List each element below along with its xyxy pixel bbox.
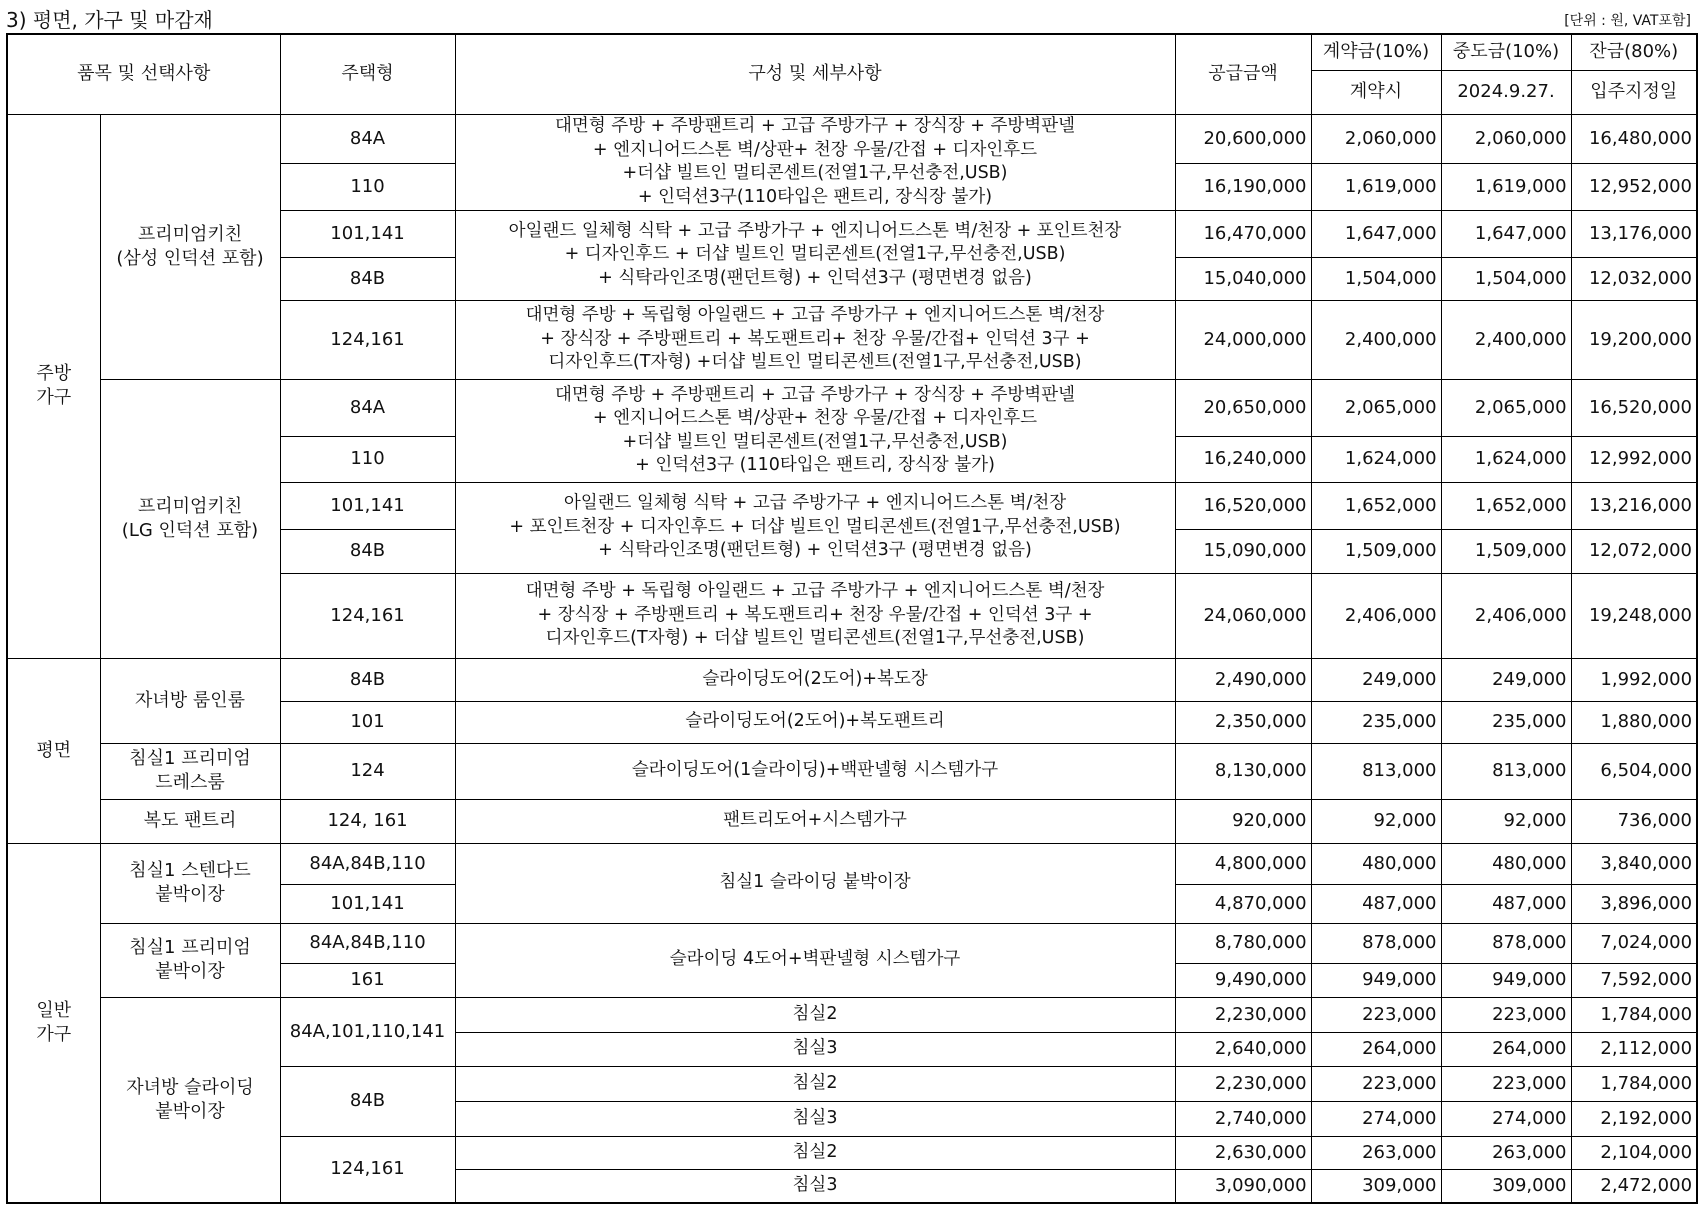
balance-cell: 16,480,000 — [1571, 114, 1697, 163]
desc-cell: 침실2 — [455, 1066, 1175, 1101]
group-plan: 평면 — [7, 658, 100, 843]
type-cell: 84A,84B,110 — [280, 923, 455, 963]
group-kitchen: 주방 가구 — [7, 114, 100, 658]
balance-cell: 19,200,000 — [1571, 300, 1697, 379]
group-general: 일반 가구 — [7, 843, 100, 1203]
middle-cell: 2,065,000 — [1441, 379, 1571, 436]
header-balance-sub: 입주지정일 — [1571, 70, 1697, 114]
type-cell: 124,161 — [280, 573, 455, 658]
balance-cell: 13,176,000 — [1571, 210, 1697, 257]
balance-cell: 2,112,000 — [1571, 1032, 1697, 1066]
type-cell: 161 — [280, 963, 455, 997]
header-contract-sub: 계약시 — [1311, 70, 1441, 114]
supply-cell: 2,630,000 — [1175, 1136, 1311, 1169]
middle-cell: 2,400,000 — [1441, 300, 1571, 379]
balance-cell: 1,880,000 — [1571, 701, 1697, 743]
middle-cell: 1,647,000 — [1441, 210, 1571, 257]
contract-cell: 813,000 — [1311, 743, 1441, 799]
supply-cell: 8,780,000 — [1175, 923, 1311, 963]
unit-note: [단위 : 원, VAT포함] — [1564, 13, 1691, 29]
middle-cell: 1,619,000 — [1441, 163, 1571, 210]
balance-cell: 12,952,000 — [1571, 163, 1697, 210]
header-type: 주택형 — [280, 34, 455, 114]
header-item: 품목 및 선택사항 — [7, 34, 280, 114]
desc-cell: 대면형 주방 + 주방팬트리 + 고급 주방가구 + 장식장 + 주방벽판넬 + 엔지니어드스톤 벽/상판+ 천장 우물/간접 + 디자인후드 +더샵 빌트인 멀티콘센트(전열1구,무선충전,USB) + 인덕션3구(110타입은 팬트리, 장식장 불가) — [455, 114, 1175, 210]
type-cell: 84A,101,110,141 — [280, 997, 455, 1066]
type-cell: 84A — [280, 114, 455, 163]
supply-cell: 16,240,000 — [1175, 436, 1311, 482]
balance-cell: 6,504,000 — [1571, 743, 1697, 799]
middle-cell: 263,000 — [1441, 1136, 1571, 1169]
contract-cell: 1,624,000 — [1311, 436, 1441, 482]
type-cell: 101,141 — [280, 482, 455, 529]
contract-cell: 2,406,000 — [1311, 573, 1441, 658]
type-cell: 124,161 — [280, 1136, 455, 1203]
desc-cell: 아일랜드 일체형 식탁 + 고급 주방가구 + 엔지니어드스톤 벽/천장 + 포인트천장 + 디자인후드 + 더샵 빌트인 멀티콘센트(전열1구,무선충전,USB) + 식탁라인조명(팬던트형) + 인덕션3구 (평면변경 없음) — [455, 482, 1175, 573]
desc-cell: 침실3 — [455, 1169, 1175, 1203]
header-contract: 계약금(10%) — [1311, 34, 1441, 70]
desc-cell: 대면형 주방 + 주방팬트리 + 고급 주방가구 + 장식장 + 주방벽판넬 + 엔지니어드스톤 벽/상판+ 천장 우물/간접 + 디자인후드 +더샵 빌트인 멀티콘센트(전열1구,무선충전,USB) + 인덕션3구 (110타입은 팬트리, 장식장 불가) — [455, 379, 1175, 482]
middle-cell: 309,000 — [1441, 1169, 1571, 1203]
type-cell: 110 — [280, 436, 455, 482]
middle-cell: 264,000 — [1441, 1032, 1571, 1066]
type-cell: 110 — [280, 163, 455, 210]
desc-cell: 침실2 — [455, 1136, 1175, 1169]
subgroup-samsung: 프리미엄키친 (삼성 인덕션 포함) — [100, 114, 280, 379]
supply-cell: 16,520,000 — [1175, 482, 1311, 529]
contract-cell: 223,000 — [1311, 997, 1441, 1032]
subgroup-dressroom: 침실1 프리미엄 드레스룸 — [100, 743, 280, 799]
contract-cell: 2,065,000 — [1311, 379, 1441, 436]
contract-cell: 1,652,000 — [1311, 482, 1441, 529]
type-cell: 124,161 — [280, 300, 455, 379]
desc-cell: 침실2 — [455, 997, 1175, 1032]
balance-cell: 19,248,000 — [1571, 573, 1697, 658]
subgroup-pantry: 복도 팬트리 — [100, 799, 280, 843]
balance-cell: 16,520,000 — [1571, 379, 1697, 436]
type-cell: 101,141 — [280, 210, 455, 257]
subgroup-kids-sliding-closet: 자녀방 슬라이딩 붙박이장 — [100, 997, 280, 1203]
balance-cell: 3,840,000 — [1571, 843, 1697, 884]
contract-cell: 878,000 — [1311, 923, 1441, 963]
supply-cell: 15,090,000 — [1175, 529, 1311, 573]
type-cell: 84B — [280, 658, 455, 701]
contract-cell: 1,647,000 — [1311, 210, 1441, 257]
balance-cell: 12,992,000 — [1571, 436, 1697, 482]
type-cell: 84A — [280, 379, 455, 436]
supply-cell: 2,230,000 — [1175, 1066, 1311, 1101]
desc-cell: 슬라이딩도어(1슬라이딩)+백판넬형 시스템가구 — [455, 743, 1175, 799]
option-price-table — [6, 33, 1698, 1204]
contract-cell: 264,000 — [1311, 1032, 1441, 1066]
supply-cell: 20,600,000 — [1175, 114, 1311, 163]
middle-cell: 878,000 — [1441, 923, 1571, 963]
middle-cell: 487,000 — [1441, 884, 1571, 923]
supply-cell: 9,490,000 — [1175, 963, 1311, 997]
type-cell: 101 — [280, 701, 455, 743]
section-title: 3) 평면, 가구 및 마감재 — [6, 8, 213, 32]
balance-cell: 7,592,000 — [1571, 963, 1697, 997]
balance-cell: 13,216,000 — [1571, 482, 1697, 529]
balance-cell: 1,992,000 — [1571, 658, 1697, 701]
contract-cell: 1,509,000 — [1311, 529, 1441, 573]
contract-cell: 274,000 — [1311, 1101, 1441, 1136]
type-cell: 84A,84B,110 — [280, 843, 455, 884]
contract-cell: 309,000 — [1311, 1169, 1441, 1203]
balance-cell: 12,072,000 — [1571, 529, 1697, 573]
desc-cell: 슬라이딩도어(2도어)+복도팬트리 — [455, 701, 1175, 743]
middle-cell: 1,624,000 — [1441, 436, 1571, 482]
desc-cell: 슬라이딩 4도어+벽판넬형 시스템가구 — [455, 923, 1175, 997]
middle-cell: 1,652,000 — [1441, 482, 1571, 529]
supply-cell: 2,230,000 — [1175, 997, 1311, 1032]
balance-cell: 7,024,000 — [1571, 923, 1697, 963]
contract-cell: 235,000 — [1311, 701, 1441, 743]
subgroup-standard-closet: 침실1 스텐다드 붙박이장 — [100, 843, 280, 923]
middle-cell: 2,060,000 — [1441, 114, 1571, 163]
type-cell: 124 — [280, 743, 455, 799]
type-cell: 84B — [280, 257, 455, 300]
desc-cell: 침실3 — [455, 1101, 1175, 1136]
contract-cell: 480,000 — [1311, 843, 1441, 884]
balance-cell: 2,104,000 — [1571, 1136, 1697, 1169]
desc-cell: 침실1 슬라이딩 붙박이장 — [455, 843, 1175, 923]
desc-cell: 슬라이딩도어(2도어)+복도장 — [455, 658, 1175, 701]
type-cell: 101,141 — [280, 884, 455, 923]
middle-cell: 235,000 — [1441, 701, 1571, 743]
balance-cell: 12,032,000 — [1571, 257, 1697, 300]
subgroup-kidsroom: 자녀방 룸인룸 — [100, 658, 280, 743]
supply-cell: 16,470,000 — [1175, 210, 1311, 257]
supply-cell: 24,060,000 — [1175, 573, 1311, 658]
contract-cell: 263,000 — [1311, 1136, 1441, 1169]
supply-cell: 20,650,000 — [1175, 379, 1311, 436]
desc-cell: 아일랜드 일체형 식탁 + 고급 주방가구 + 엔지니어드스톤 벽/천장 + 포인트천장 + 디자인후드 + 더샵 빌트인 멀티콘센트(전열1구,무선충전,USB) + 식탁라인조명(팬던트형) + 인덕션3구 (평면변경 없음) — [455, 210, 1175, 300]
middle-cell: 92,000 — [1441, 799, 1571, 843]
subgroup-lg: 프리미엄키친 (LG 인덕션 포함) — [100, 379, 280, 658]
supply-cell: 2,350,000 — [1175, 701, 1311, 743]
supply-cell: 24,000,000 — [1175, 300, 1311, 379]
supply-cell: 4,870,000 — [1175, 884, 1311, 923]
middle-cell: 480,000 — [1441, 843, 1571, 884]
middle-cell: 813,000 — [1441, 743, 1571, 799]
middle-cell: 2,406,000 — [1441, 573, 1571, 658]
supply-cell: 920,000 — [1175, 799, 1311, 843]
contract-cell: 2,400,000 — [1311, 300, 1441, 379]
supply-cell: 8,130,000 — [1175, 743, 1311, 799]
subgroup-premium-closet: 침실1 프리미엄 붙박이장 — [100, 923, 280, 997]
supply-cell: 15,040,000 — [1175, 257, 1311, 300]
contract-cell: 1,504,000 — [1311, 257, 1441, 300]
supply-cell: 3,090,000 — [1175, 1169, 1311, 1203]
header-balance: 잔금(80%) — [1571, 34, 1697, 70]
header-supply: 공급금액 — [1175, 34, 1311, 114]
desc-cell: 대면형 주방 + 독립형 아일랜드 + 고급 주방가구 + 엔지니어드스톤 벽/천장 + 장식장 + 주방팬트리 + 복도팬트리+ 천장 우물/간접+ 인덕션 3구 + 디자인후드(T자형) +더샵 빌트인 멀티콘센트(전열1구,무선충전,USB) — [455, 300, 1175, 379]
header-middle: 중도금(10%) — [1441, 34, 1571, 70]
desc-cell: 침실3 — [455, 1032, 1175, 1066]
contract-cell: 2,060,000 — [1311, 114, 1441, 163]
balance-cell: 1,784,000 — [1571, 997, 1697, 1032]
balance-cell: 2,192,000 — [1571, 1101, 1697, 1136]
contract-cell: 487,000 — [1311, 884, 1441, 923]
desc-cell: 팬트리도어+시스템가구 — [455, 799, 1175, 843]
contract-cell: 92,000 — [1311, 799, 1441, 843]
middle-cell: 949,000 — [1441, 963, 1571, 997]
supply-cell: 2,740,000 — [1175, 1101, 1311, 1136]
supply-cell: 4,800,000 — [1175, 843, 1311, 884]
contract-cell: 1,619,000 — [1311, 163, 1441, 210]
middle-cell: 274,000 — [1441, 1101, 1571, 1136]
middle-cell: 223,000 — [1441, 1066, 1571, 1101]
type-cell: 124, 161 — [280, 799, 455, 843]
header-desc: 구성 및 세부사항 — [455, 34, 1175, 114]
middle-cell: 1,504,000 — [1441, 257, 1571, 300]
contract-cell: 223,000 — [1311, 1066, 1441, 1101]
balance-cell: 1,784,000 — [1571, 1066, 1697, 1101]
balance-cell: 2,472,000 — [1571, 1169, 1697, 1203]
type-cell: 84B — [280, 1066, 455, 1136]
desc-cell: 대면형 주방 + 독립형 아일랜드 + 고급 주방가구 + 엔지니어드스톤 벽/천장 + 장식장 + 주방팬트리 + 복도팬트리+ 천장 우물/간접 + 인덕션 3구 + 디자인후드(T자형) + 더샵 빌트인 멀티콘센트(전열1구,무선충전,USB) — [455, 573, 1175, 658]
supply-cell: 2,490,000 — [1175, 658, 1311, 701]
middle-cell: 223,000 — [1441, 997, 1571, 1032]
middle-cell: 1,509,000 — [1441, 529, 1571, 573]
header-middle-sub: 2024.9.27. — [1441, 70, 1571, 114]
balance-cell: 736,000 — [1571, 799, 1697, 843]
middle-cell: 249,000 — [1441, 658, 1571, 701]
supply-cell: 2,640,000 — [1175, 1032, 1311, 1066]
type-cell: 84B — [280, 529, 455, 573]
balance-cell: 3,896,000 — [1571, 884, 1697, 923]
contract-cell: 249,000 — [1311, 658, 1441, 701]
contract-cell: 949,000 — [1311, 963, 1441, 997]
supply-cell: 16,190,000 — [1175, 163, 1311, 210]
